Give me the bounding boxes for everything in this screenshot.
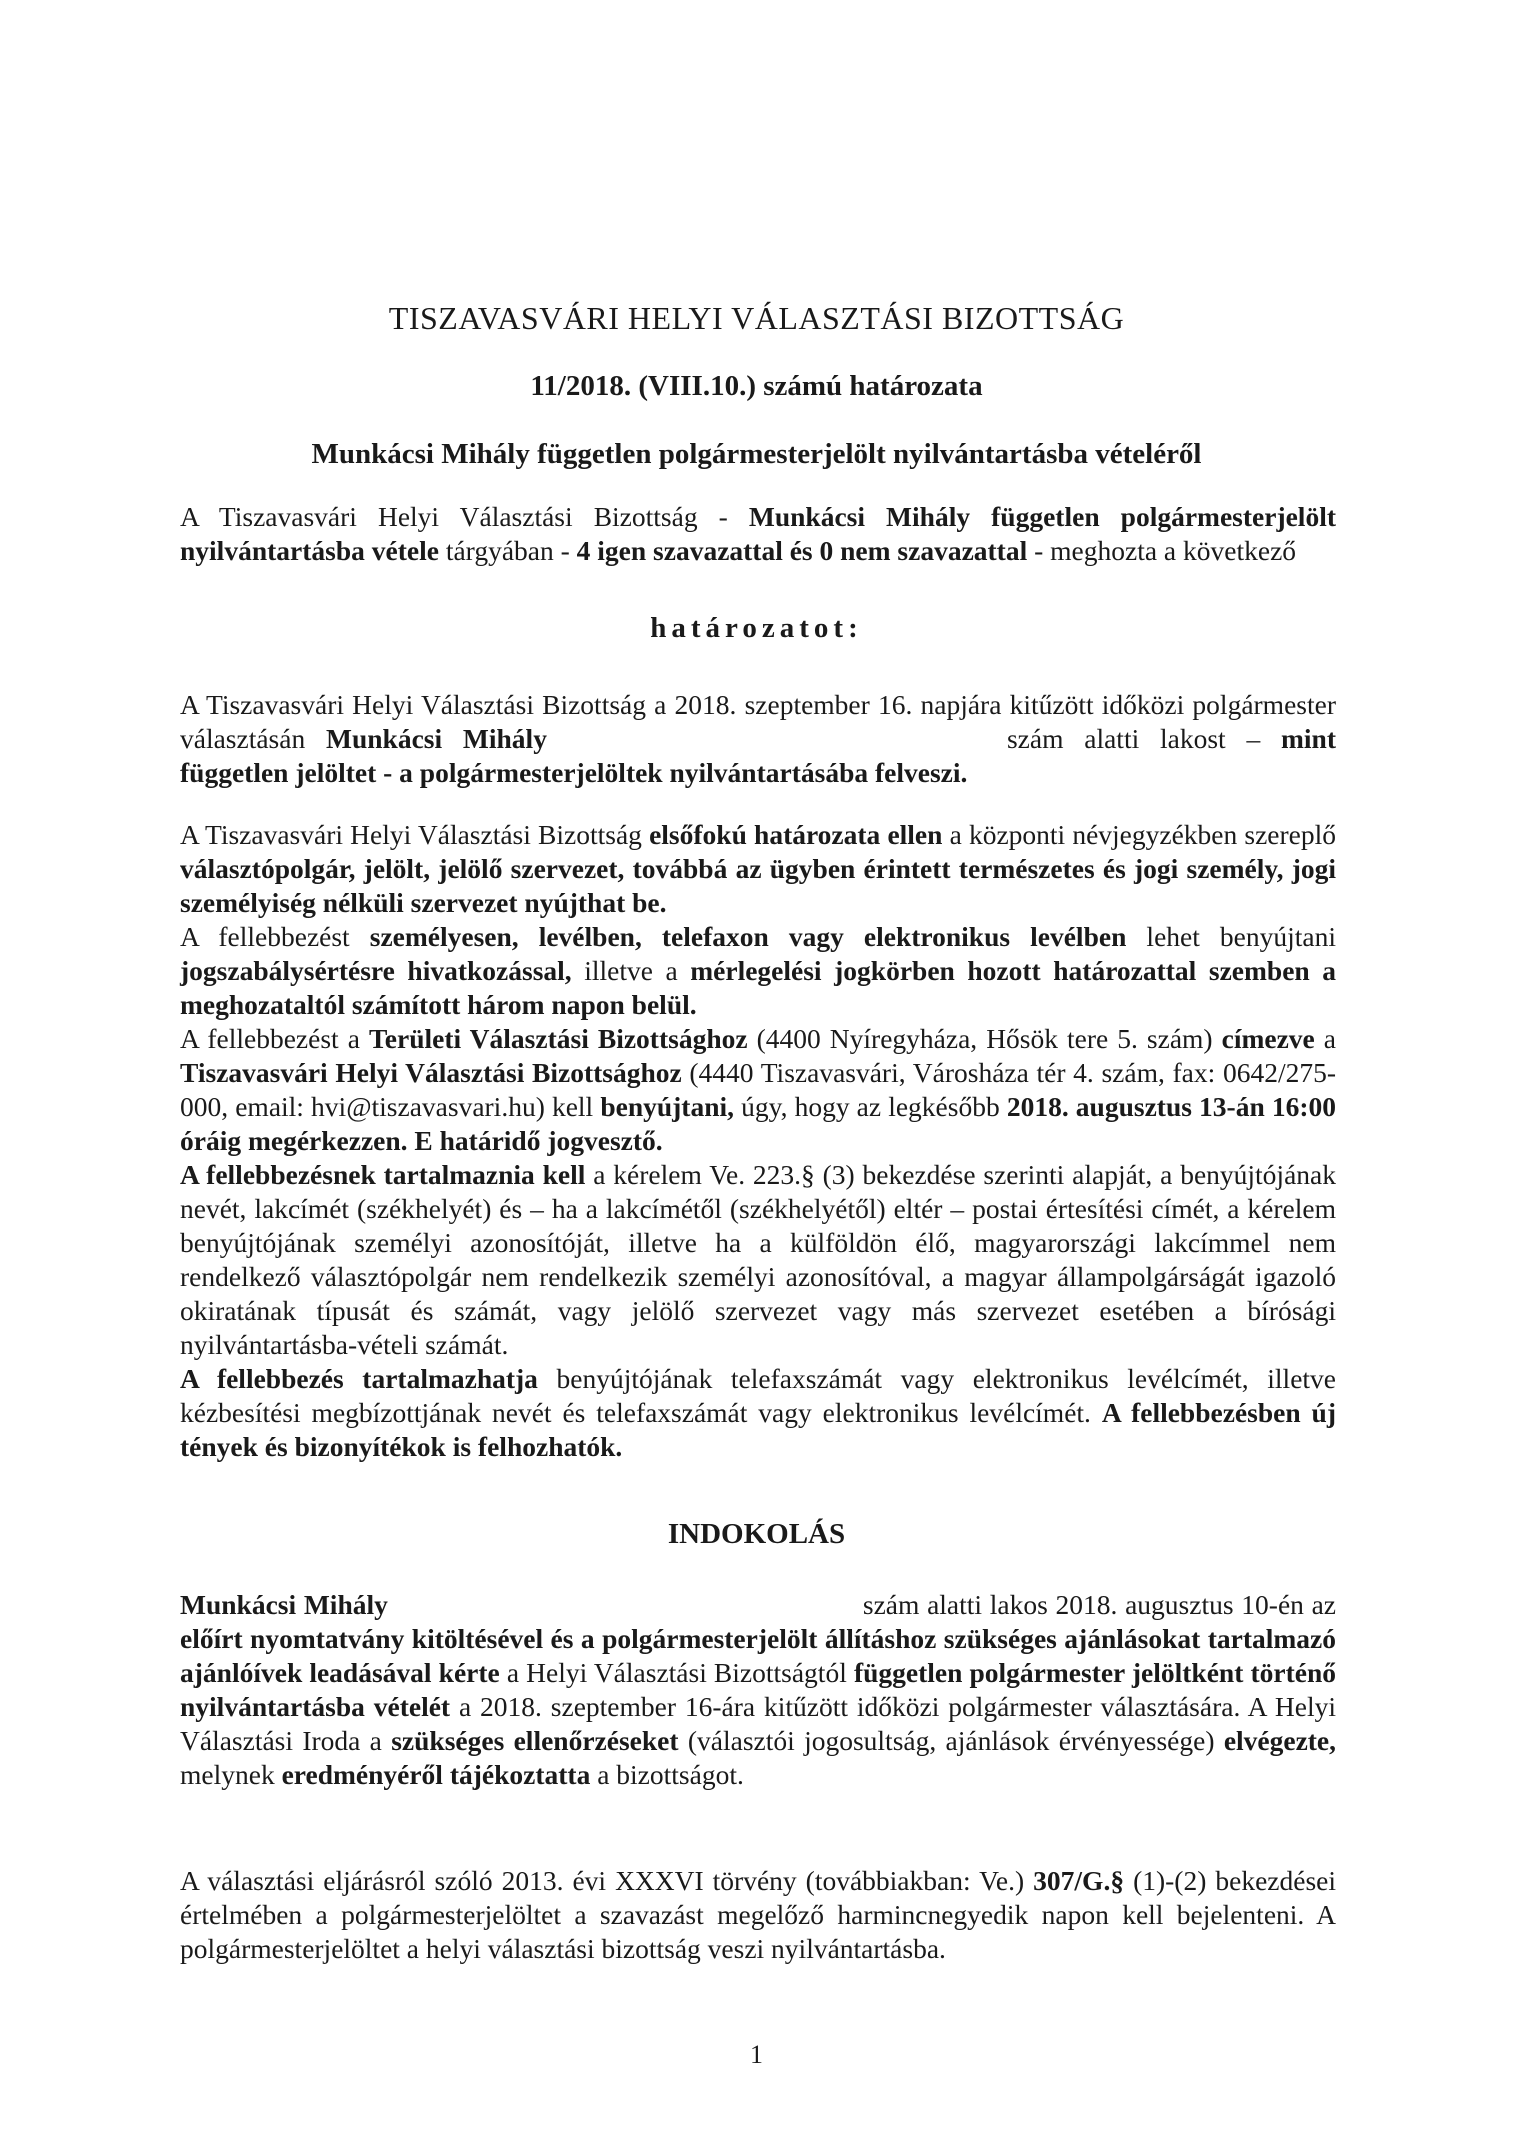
- intro-paragraph: A Tiszavasvári Helyi Választási Bizottság - Munkácsi Mihály független polgármesterjelölt nyilvántartásba vétele tárgyában - 4 igen szavazattal és 0 nem szavazattal - meghozta a következő: [180, 501, 1336, 566]
- resolution-subject: Munkácsi Mihály független polgármesterjelölt nyilvántartásba vételéről: [311, 438, 1202, 470]
- decision-paragraph: A Tiszavasvári Helyi Választási Bizottság a 2018. szeptember 16. napjára kitűzött időközi polgármester választásán Munkácsi Mihály szám alatti lakost – mint független jelöltet - a polgármesterjelöltek nyilvántartásába felveszi.: [180, 689, 1336, 788]
- page-number: 1: [750, 2040, 763, 2069]
- appeal-contents-paragraph: A fellebbezésnek tartalmaznia kell a kérelem Ve. 223.§ (3) bekezdése szerinti alapját, a benyújtójának nevét, lakcímét (székhelyét) és – ha a lakcímétől (székhelyétől) eltér – postai értesítési címét, a kérelem benyújtójának személyi azonosítóját, illetve ha a külföldön élő, magyarországi lakcímmel nem rendelkező választópolgár nem rendelkezik személyi azonosítóval, a magyar állampolgárságát igazoló okiratának típusát és számát, vagy jelölő szervezet vagy más szervezet esetében a bírósági nyilvántartásba-vételi számát.: [180, 1159, 1336, 1360]
- appeal-where-paragraph: A fellebbezést a Területi Választási Bizottsághoz (4400 Nyíregyháza, Hősök tere 5. szám) címezve a Tiszavasvári Helyi Választási Bizottsághoz (4440 Tiszavasvári, Városháza tér 4. szám, fax: 0642/275-000, email: hvi@tiszavasvari.hu) kell benyújtani, úgy, hogy az legkésőbb 2018. augusztus 13-án 16:00 óráig megérkezzen. E határidő jogvesztő.: [180, 1023, 1337, 1156]
- justification-heading: INDOKOLÁS: [667, 1518, 846, 1550]
- appeal-section: [180, 818, 1336, 1464]
- document-title: TISZAVASVÁRI HELYI VÁLASZTÁSI BIZOTTSÁG: [388, 300, 1125, 336]
- appeal-how-paragraph: A fellebbezést személyesen, levélben, telefaxon vagy elektronikus levélben lehet benyújtani jogszabálysértésre hivatkozással, illetve a mérlegelési jogkörben hozott határozattal szemben a meghozataltól számított három napon belül.: [180, 921, 1337, 1020]
- law-paragraph: A választási eljárásról szóló 2013. évi XXXVI törvény (továbbiakban: Ve.) 307/G.§ (1)-(2) bekezdései értelmében a polgármesterjelöltet a szavazást megelőző harmincnegyedik napon kell bejelenteni. A polgármesterjelöltet a helyi választási bizottság veszi nyilvántartásba.: [180, 1865, 1336, 1964]
- justification-paragraph: Munkácsi Mihály szám alatti lakos 2018. augusztus 10-én az előírt nyomtatvány kitöltésével és a polgármesterjelölt állításhoz szükséges ajánlásokat tartalmazó ajánlóívek leadásával kérte a Helyi Választási Bizottságtól független polgármester jelöltként történő nyilvántartásba vételét a 2018. szeptember 16-ára kitűzött időközi polgármester választására. A Helyi Választási Iroda a szükséges ellenőrzéseket (választói jogosultság, ajánlások érvényessége) elvégezte, melynek eredményéről tájékoztatta a bizottságot.: [180, 1589, 1337, 1790]
- appeal-who-paragraph: A Tiszavasvári Helyi Választási Bizottság elsőfokú határozata ellen a központi névjegyzékben szereplő választópolgár, jelölt, jelölő szervezet, továbbá az ügyben érintett természetes és jogi személy, jogi személyiség nélküli szervezet nyújthat be.: [180, 819, 1337, 918]
- appeal-optional-paragraph: A fellebbezés tartalmazhatja benyújtójának telefaxszámát vagy elektronikus levélcímét, illetve kézbesítési megbízottjának nevét és telefaxszámát vagy elektronikus levélcímét. A fellebbezésben új tények és bizonyítékok is felhozhatók.: [180, 1363, 1336, 1462]
- decision-heading: határozatot:: [650, 612, 863, 644]
- resolution-number: 11/2018. (VIII.10.) számú határozata: [530, 370, 983, 402]
